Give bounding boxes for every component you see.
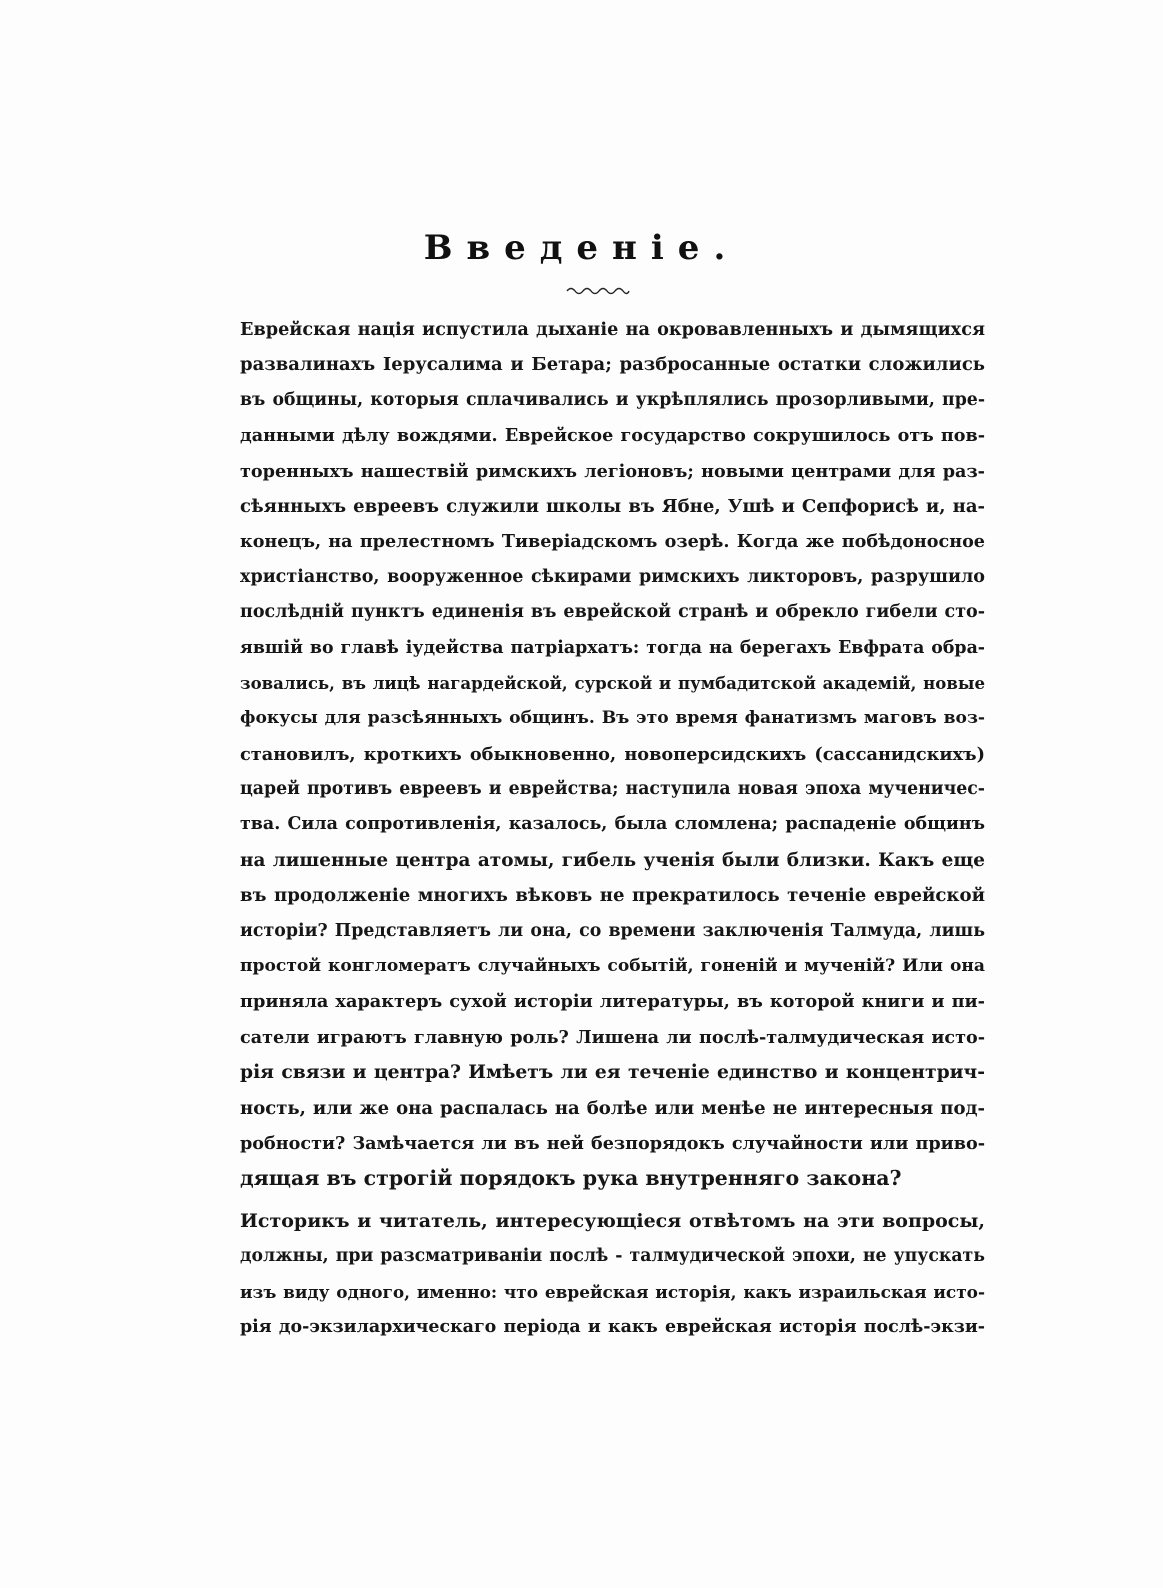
text-line: изъ виду одного, именно: что еврейская исторія, какъ израильская исто- [240, 1281, 985, 1302]
text-line: въ общины, которыя сплачивались и укрѣплялись прозорливыми, пре- [240, 389, 985, 410]
title-ornament-icon [565, 282, 631, 296]
text-line: дящая въ строгій порядокъ рука внутренняго закона? [240, 1166, 902, 1191]
text-line: фокусы для разсѣянныхъ общинъ. Въ это время фанатизмъ маговъ воз- [240, 708, 985, 729]
text-line: зовались, въ лицѣ нагардейской, сурской и пумбадитской академій, новые [240, 672, 985, 693]
text-line: развалинахъ Іерусалима и Бетара; разбросанные остатки сложились [240, 354, 985, 376]
text-line: христіанство, вооруженное сѣкирами римскихъ ликторовъ, разрушило [240, 566, 985, 587]
text-line: данными дѣлу вождями. Еврейское государство сокрушилось отъ пов- [240, 425, 985, 447]
text-line: рія до-экзилархическаго періода и какъ еврейская исторія послѣ-экзи- [240, 1316, 985, 1337]
text-line: послѣдній пунктъ единенія въ еврейской странѣ и обрекло гибели сто- [240, 602, 985, 623]
text-line: явшій во главѣ іудейства патріархатъ: тогда на берегахъ Евфрата обра- [240, 637, 985, 658]
text-line: конецъ, на прелестномъ Тиверіадскомъ озерѣ. Когда же побѣдоносное [240, 531, 985, 553]
text-line: исторіи? Представляетъ ли она, со времени заключенія Талмуда, лишь [240, 920, 985, 941]
text-line: приняла характеръ сухой исторіи литературы, въ которой книги и пи- [240, 991, 985, 1013]
paragraph [240, 312, 985, 1197]
text-line: Историкъ и читатель, интересующіеся отвѣтомъ на эти вопросы, [240, 1209, 985, 1232]
text-line: торенныхъ нашествій римскихъ легіоновъ; новыми центрами для раз- [240, 460, 985, 482]
text-line: должны, при разсматриваніи послѣ - талмудической эпохи, не упускать [240, 1246, 985, 1267]
text-line: на лишенные центра атомы, гибель ученія были близки. Какъ еще [240, 849, 985, 871]
text-line: въ продолженіе многихъ вѣковъ не прекратилось теченіе еврейской [240, 885, 985, 907]
text-line: царей противъ евреевъ и еврейства; наступила новая эпоха мученичес- [240, 779, 985, 800]
text-line: сатели играютъ главную роль? Лишена ли послѣ-талмудическая исто- [240, 1026, 985, 1048]
text-line: рія связи и центра? Имѣетъ ли ея теченіе единство и концентрич- [240, 1061, 985, 1084]
text-line: сѣянныхъ евреевъ служили школы въ Ябне, Ушѣ и Сепфорисѣ и, на- [240, 495, 985, 517]
text-line: простой конгломератъ случайныхъ событій, гоненій и мученій? Или она [240, 956, 985, 977]
text-line: Еврейская нація испустила дыханіе на окровавленныхъ и дымящихся [240, 319, 985, 340]
page-title: Введеніе. [423, 228, 740, 268]
text-line: тва. Сила сопротивленія, казалось, была сломлена; распаденіе общинъ [240, 814, 985, 835]
body-text [240, 312, 985, 1345]
text-line: становилъ, кроткихъ обыкновенно, новоперсидскихъ (сассанидскихъ) [240, 743, 985, 765]
text-line: ность, или же она распалась на болѣе или менѣе не интересныя под- [240, 1097, 985, 1119]
paragraph [240, 1204, 985, 1346]
paragraph-gap [240, 1197, 985, 1204]
text-line: робности? Замѣчается ли въ ней безпорядокъ случайности или приво- [240, 1132, 985, 1154]
